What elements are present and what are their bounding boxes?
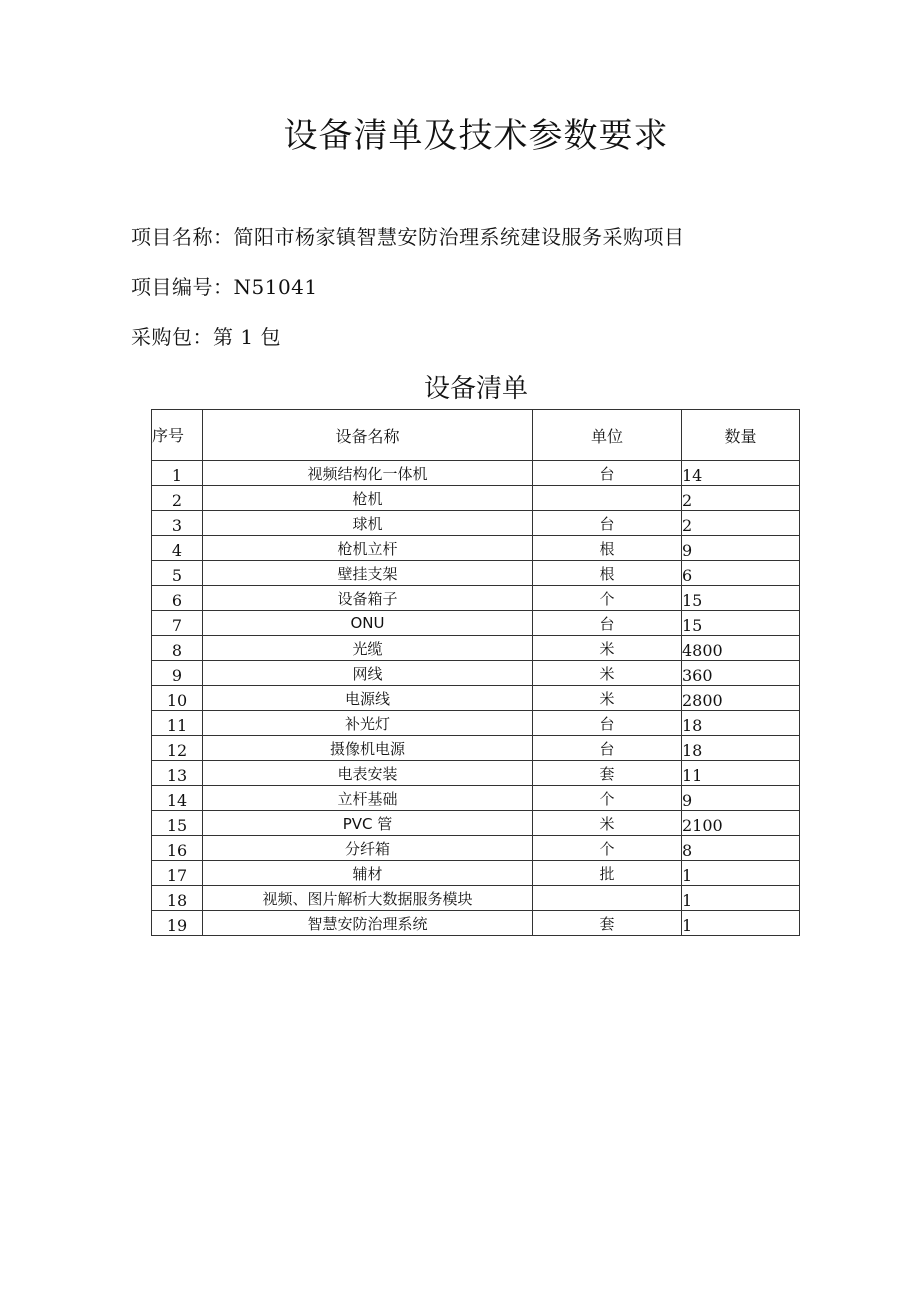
table-row <box>152 611 800 636</box>
row-index: 3 <box>152 511 203 536</box>
row-qty: 15 <box>682 611 800 636</box>
package-line: 采购包：第 1 包 <box>131 325 281 349</box>
row-index: 6 <box>152 586 203 611</box>
row-name: 光缆 <box>203 636 533 661</box>
row-unit <box>533 486 682 511</box>
row-unit <box>533 886 682 911</box>
row-index: 15 <box>152 811 203 836</box>
row-unit: 米 <box>533 686 682 711</box>
document-title: 设备清单及技术参数要求 <box>283 116 669 156</box>
row-unit: 米 <box>533 811 682 836</box>
row-qty: 11 <box>682 761 800 786</box>
row-qty: 14 <box>682 461 800 486</box>
row-unit: 米 <box>533 636 682 661</box>
row-name: 电源线 <box>203 686 533 711</box>
header-qty: 数量 <box>682 410 800 461</box>
row-qty: 1 <box>682 911 800 936</box>
table-row <box>152 911 800 936</box>
row-unit: 米 <box>533 661 682 686</box>
row-index: 2 <box>152 486 203 511</box>
row-name: 立杆基础 <box>203 786 533 811</box>
table-row <box>152 536 800 561</box>
row-name: 智慧安防治理系统 <box>203 911 533 936</box>
row-index: 5 <box>152 561 203 586</box>
table-row <box>152 861 800 886</box>
row-qty: 2800 <box>682 686 800 711</box>
row-qty: 360 <box>682 661 800 686</box>
table-row <box>152 461 800 486</box>
table-row <box>152 886 800 911</box>
row-qty: 2100 <box>682 811 800 836</box>
row-name: 壁挂支架 <box>203 561 533 586</box>
row-name: 设备箱子 <box>203 586 533 611</box>
row-name: 球机 <box>203 511 533 536</box>
row-name: 网线 <box>203 661 533 686</box>
header-index: 序号 <box>152 410 203 461</box>
table-row <box>152 711 800 736</box>
row-qty: 4800 <box>682 636 800 661</box>
project-code-line: 项目编号：N51041 <box>131 275 318 299</box>
table-row <box>152 686 800 711</box>
row-qty: 1 <box>682 861 800 886</box>
row-index: 4 <box>152 536 203 561</box>
row-index: 16 <box>152 836 203 861</box>
row-name: 补光灯 <box>203 711 533 736</box>
table-row <box>152 511 800 536</box>
row-name: 视频结构化一体机 <box>203 461 533 486</box>
row-name: ONU <box>203 611 533 636</box>
table-row <box>152 836 800 861</box>
row-index: 18 <box>152 886 203 911</box>
header-name: 设备名称 <box>203 410 533 461</box>
row-index: 7 <box>152 611 203 636</box>
row-unit: 批 <box>533 861 682 886</box>
row-qty: 2 <box>682 486 800 511</box>
row-unit: 台 <box>533 461 682 486</box>
table-row <box>152 761 800 786</box>
table-row <box>152 561 800 586</box>
row-qty: 8 <box>682 836 800 861</box>
row-qty: 9 <box>682 786 800 811</box>
row-qty: 1 <box>682 886 800 911</box>
table-row <box>152 586 800 611</box>
table-title: 设备清单 <box>423 374 528 404</box>
table-row <box>152 636 800 661</box>
row-index: 10 <box>152 686 203 711</box>
row-unit: 个 <box>533 836 682 861</box>
row-index: 1 <box>152 461 203 486</box>
row-index: 12 <box>152 736 203 761</box>
row-name: 枪机立杆 <box>203 536 533 561</box>
header-unit: 单位 <box>533 410 682 461</box>
row-qty: 15 <box>682 586 800 611</box>
row-unit: 套 <box>533 911 682 936</box>
table-header-row <box>152 410 800 461</box>
row-index: 8 <box>152 636 203 661</box>
row-name: 辅材 <box>203 861 533 886</box>
row-name: 摄像机电源 <box>203 736 533 761</box>
row-unit: 套 <box>533 761 682 786</box>
row-unit: 个 <box>533 786 682 811</box>
row-qty: 9 <box>682 536 800 561</box>
table-row <box>152 811 800 836</box>
row-unit: 台 <box>533 611 682 636</box>
project-name-line: 项目名称：简阳市杨家镇智慧安防治理系统建设服务采购项目 <box>131 225 685 249</box>
table-row <box>152 786 800 811</box>
row-index: 14 <box>152 786 203 811</box>
row-name: 视频、图片解析大数据服务模块 <box>203 886 533 911</box>
row-qty: 18 <box>682 711 800 736</box>
row-name: 电表安装 <box>203 761 533 786</box>
row-index: 11 <box>152 711 203 736</box>
row-qty: 6 <box>682 561 800 586</box>
row-qty: 18 <box>682 736 800 761</box>
row-index: 19 <box>152 911 203 936</box>
row-unit: 个 <box>533 586 682 611</box>
row-index: 17 <box>152 861 203 886</box>
row-index: 9 <box>152 661 203 686</box>
row-index: 13 <box>152 761 203 786</box>
row-unit: 根 <box>533 536 682 561</box>
row-unit: 根 <box>533 561 682 586</box>
row-unit: 台 <box>533 711 682 736</box>
row-name: PVC 管 <box>203 811 533 836</box>
row-qty: 2 <box>682 511 800 536</box>
row-unit: 台 <box>533 736 682 761</box>
row-name: 枪机 <box>203 486 533 511</box>
equipment-table <box>151 409 800 936</box>
row-unit: 台 <box>533 511 682 536</box>
table-row <box>152 661 800 686</box>
table-row <box>152 736 800 761</box>
table-row <box>152 486 800 511</box>
row-name: 分纤箱 <box>203 836 533 861</box>
